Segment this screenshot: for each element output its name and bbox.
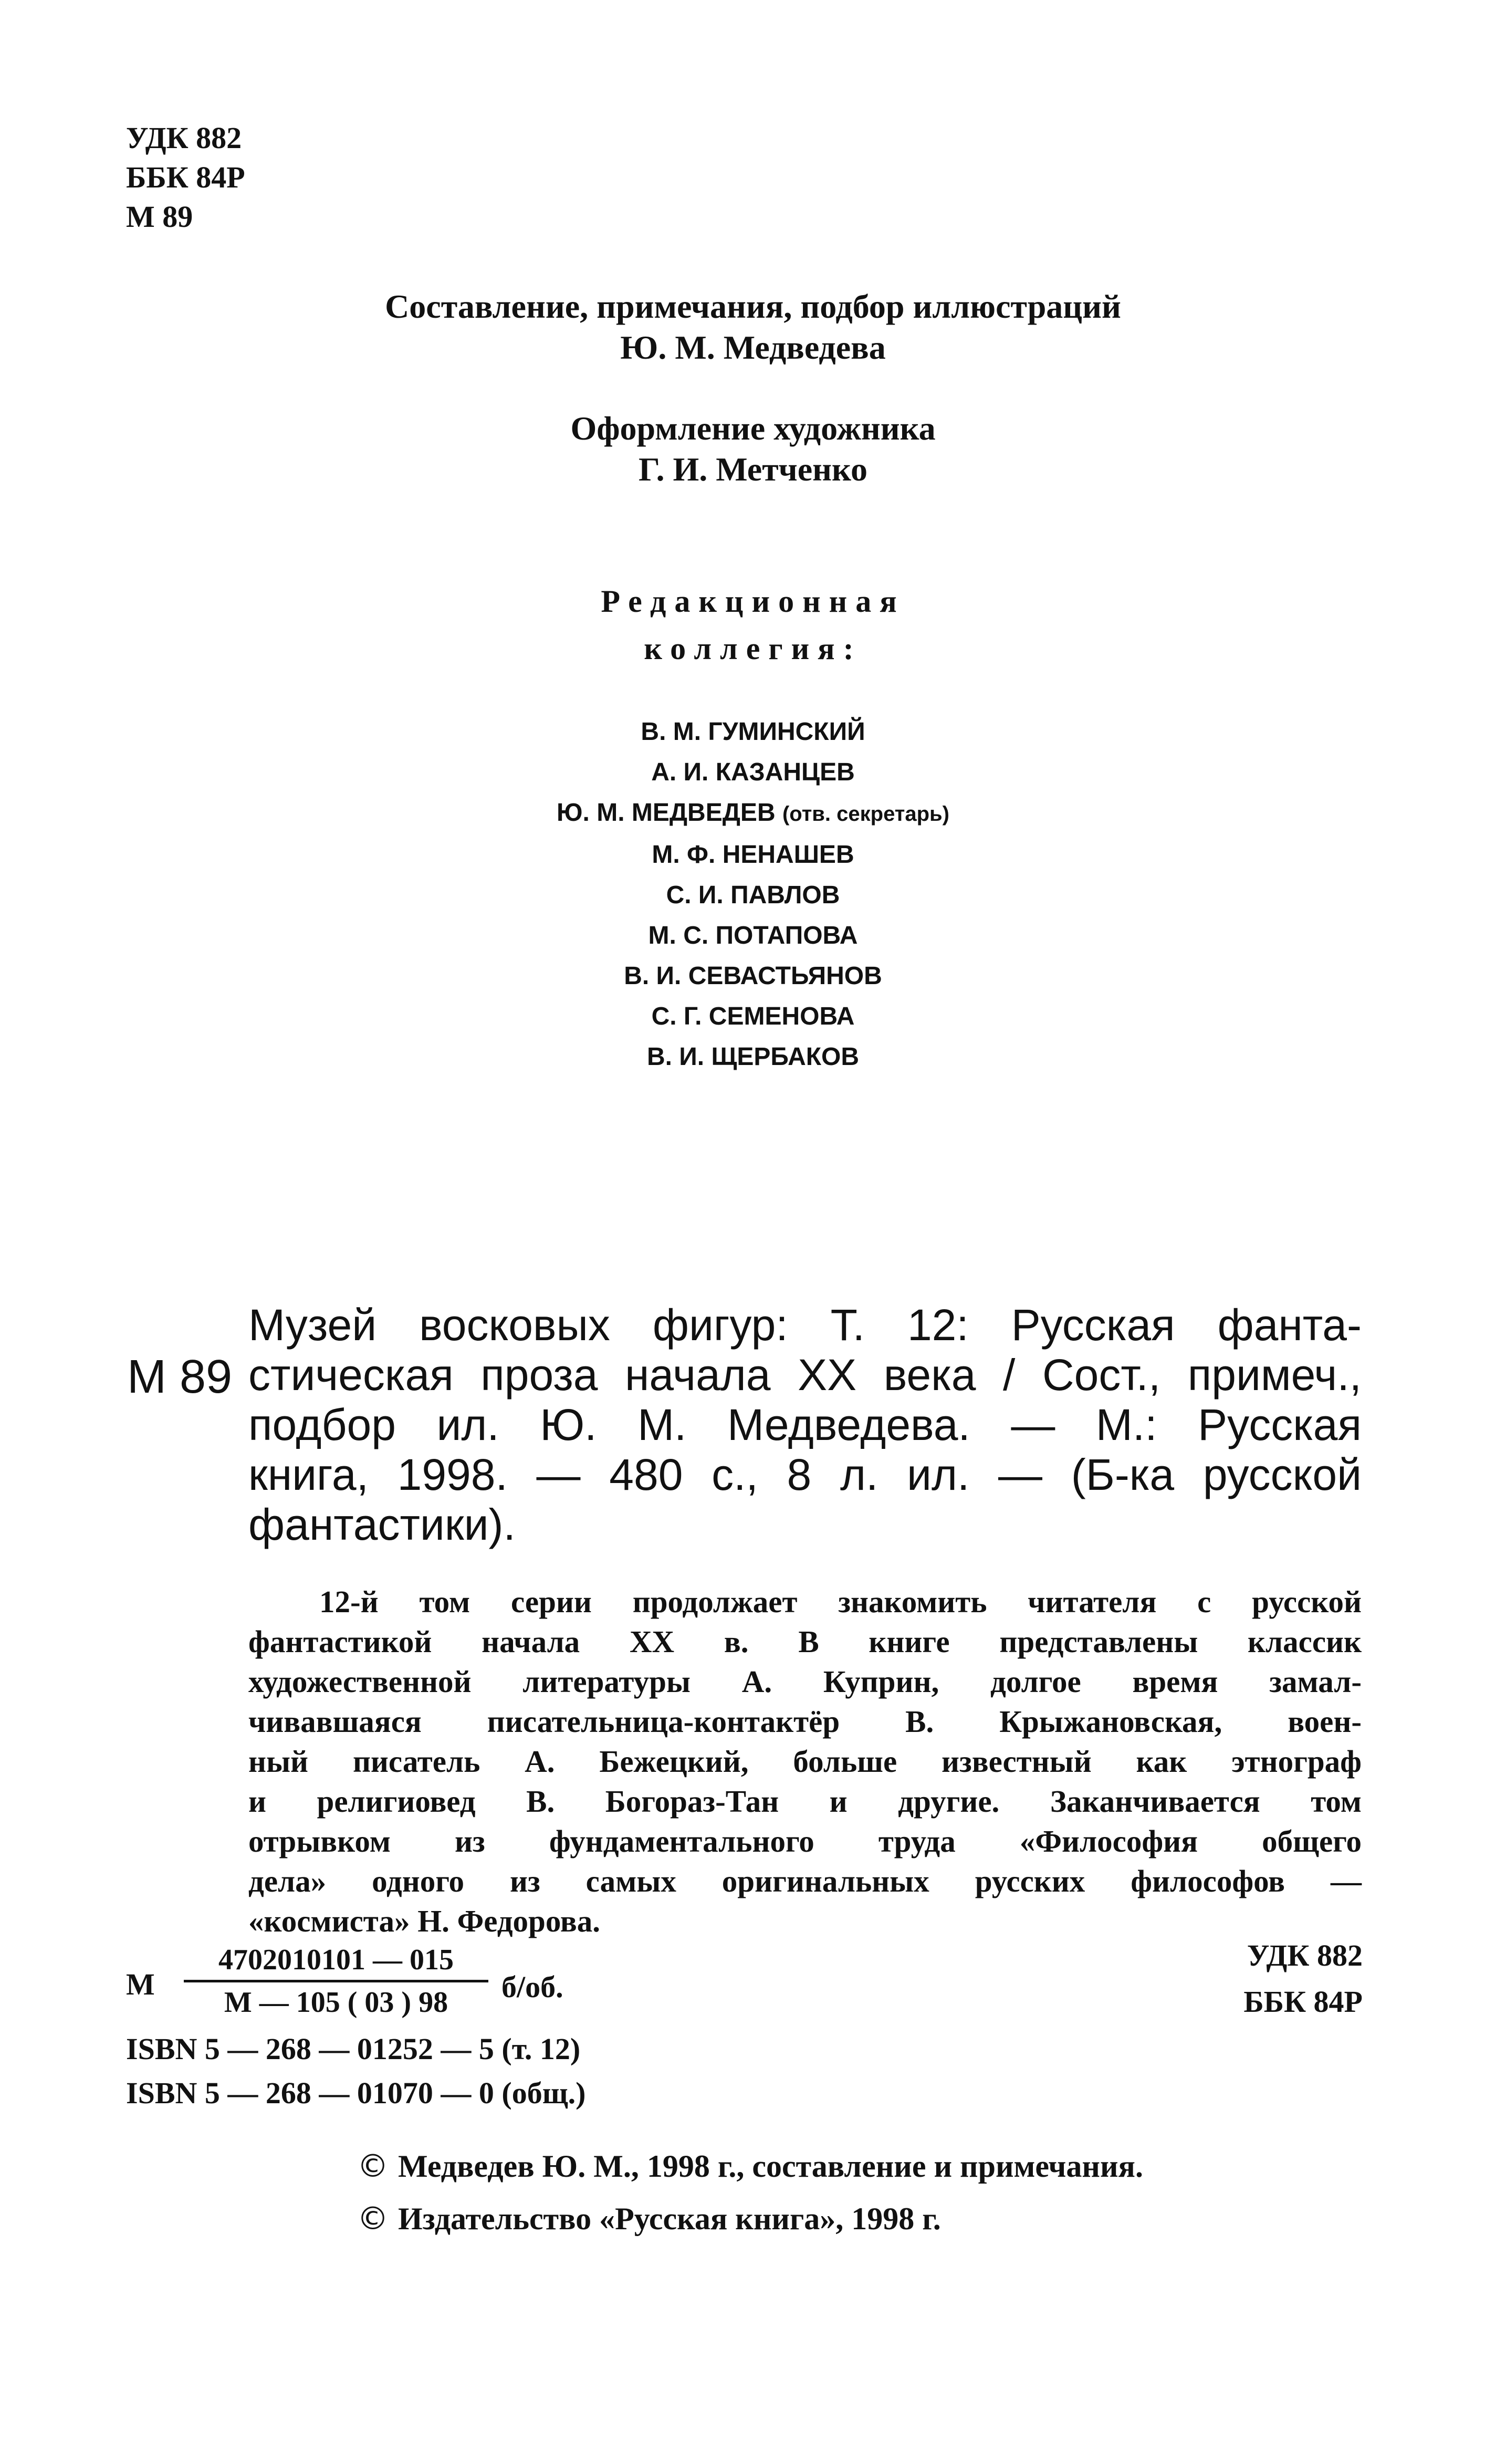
board-heading-line2: коллегия: <box>644 631 862 666</box>
bib-line: подбор ил. Ю. М. Медведева. — М.: Русская <box>248 1400 1362 1449</box>
designer-name: Г. И. Метченко <box>638 451 868 488</box>
bbk-code: ББК 84Р <box>126 160 245 194</box>
compiler-role: Составление, примечания, подбор иллюстраций <box>385 288 1121 325</box>
member-name: В. М. ГУМИНСКИЙ <box>641 718 865 746</box>
board-member <box>0 996 1506 1037</box>
footer-udk: УДК 882 <box>1247 1938 1363 1972</box>
board-member <box>0 956 1506 996</box>
member-name: В. И. СЕВАСТЬЯНОВ <box>624 962 882 990</box>
annotation-line: отрывком из фундаментального труда «Философия общего <box>248 1824 1362 1859</box>
footer-classification <box>1171 1933 1363 2025</box>
annotation-line: «космиста» Н. Федорова. <box>248 1904 601 1938</box>
member-name: В. И. ЩЕРБАКОВ <box>646 1043 860 1071</box>
board-member <box>0 1037 1506 1077</box>
bib-line: книга, 1998. — 480 с., 8 л. ил. — (Б-ка русской <box>248 1450 1362 1499</box>
bibliographic-entry <box>248 1300 1362 1550</box>
copyright-text: Медведев Ю. М., 1998 г., составление и примечания. <box>398 2149 1143 2184</box>
annotation-line: художественной литературы А. Куприн, долгое время замал- <box>248 1664 1362 1699</box>
classification-codes <box>126 118 245 236</box>
board-member <box>0 712 1506 752</box>
member-name: С. И. ПАВЛОВ <box>666 881 840 909</box>
fraction-denominator: М — 105 ( 03 ) 98 <box>224 1986 448 2019</box>
annotation-line: дела» одного из самых оригинальных русских философов — <box>248 1864 1362 1898</box>
annotation-line: чивавшаяся писательница-контактёр В. Крыжановская, воен- <box>248 1704 1362 1739</box>
member-name: Ю. М. МЕДВЕДЕВ <box>557 799 776 827</box>
board-member <box>0 834 1506 875</box>
fraction-suffix: б/об. <box>501 1970 563 2004</box>
editorial-board-heading <box>0 578 1506 672</box>
copyright-line <box>357 2192 1143 2245</box>
board-member <box>0 792 1506 834</box>
board-member <box>0 875 1506 915</box>
annotation-line: и религиовед В. Богораз-Тан и другие. Заканчивается том <box>248 1784 1362 1819</box>
bibliographic-index-mark: М 89 <box>127 1351 233 1403</box>
annotation-line: 12-й том серии продолжает знакомить читателя с русской <box>319 1584 1362 1619</box>
copyright-text: Издательство «Русская книга», 1998 г. <box>398 2201 941 2236</box>
footer-bbk: ББК 84Р <box>1243 1985 1363 2019</box>
member-name: М. Ф. НЕНАШЕВ <box>652 841 854 869</box>
copyright-block <box>357 2140 1143 2245</box>
annotation-line: фантастикой начала XX в. В книге представлены классик <box>248 1624 1362 1659</box>
isbn-block <box>126 2027 586 2115</box>
udk-code: УДК 882 <box>126 121 242 155</box>
bib-line: Музей восковых фигур: Т. 12: Русская фанта- <box>248 1300 1362 1350</box>
board-member <box>0 915 1506 956</box>
fraction-prefix: М <box>126 1967 155 2001</box>
annotation <box>248 1582 1362 1941</box>
member-name: А. И. КАЗАНЦЕВ <box>651 758 855 786</box>
isbn-volume: ISBN 5 — 268 — 01252 — 5 (т. 12) <box>126 2032 581 2066</box>
copyright-line <box>357 2140 1143 2192</box>
board-member <box>0 752 1506 792</box>
member-note: (отв. секретарь) <box>782 802 949 826</box>
designer-credit <box>0 408 1506 490</box>
compiler-name: Ю. М. Медведева <box>620 329 886 366</box>
price-fraction <box>179 1943 494 2019</box>
editorial-board-list <box>0 712 1506 1077</box>
member-name: С. Г. СЕМЕНОВА <box>651 1003 855 1030</box>
annotation-line: ный писатель А. Бежецкий, больше известный как этнограф <box>248 1744 1362 1779</box>
copyright-symbol: © <box>357 2148 389 2185</box>
designer-role: Оформление художника <box>570 410 936 447</box>
bib-line: фантастики). <box>248 1500 516 1549</box>
author-mark: М 89 <box>126 200 193 234</box>
board-heading-line1: Редакционная <box>601 584 905 619</box>
copyright-symbol: © <box>357 2200 389 2237</box>
compiler-credit <box>0 286 1506 368</box>
member-name: М. С. ПОТАПОВА <box>648 922 858 949</box>
fraction-numerator: 4702010101 — 015 <box>218 1944 454 1976</box>
bib-line: стическая проза начала XX века / Сост., примеч., <box>248 1350 1362 1400</box>
isbn-general: ISBN 5 — 268 — 01070 — 0 (общ.) <box>126 2076 586 2110</box>
